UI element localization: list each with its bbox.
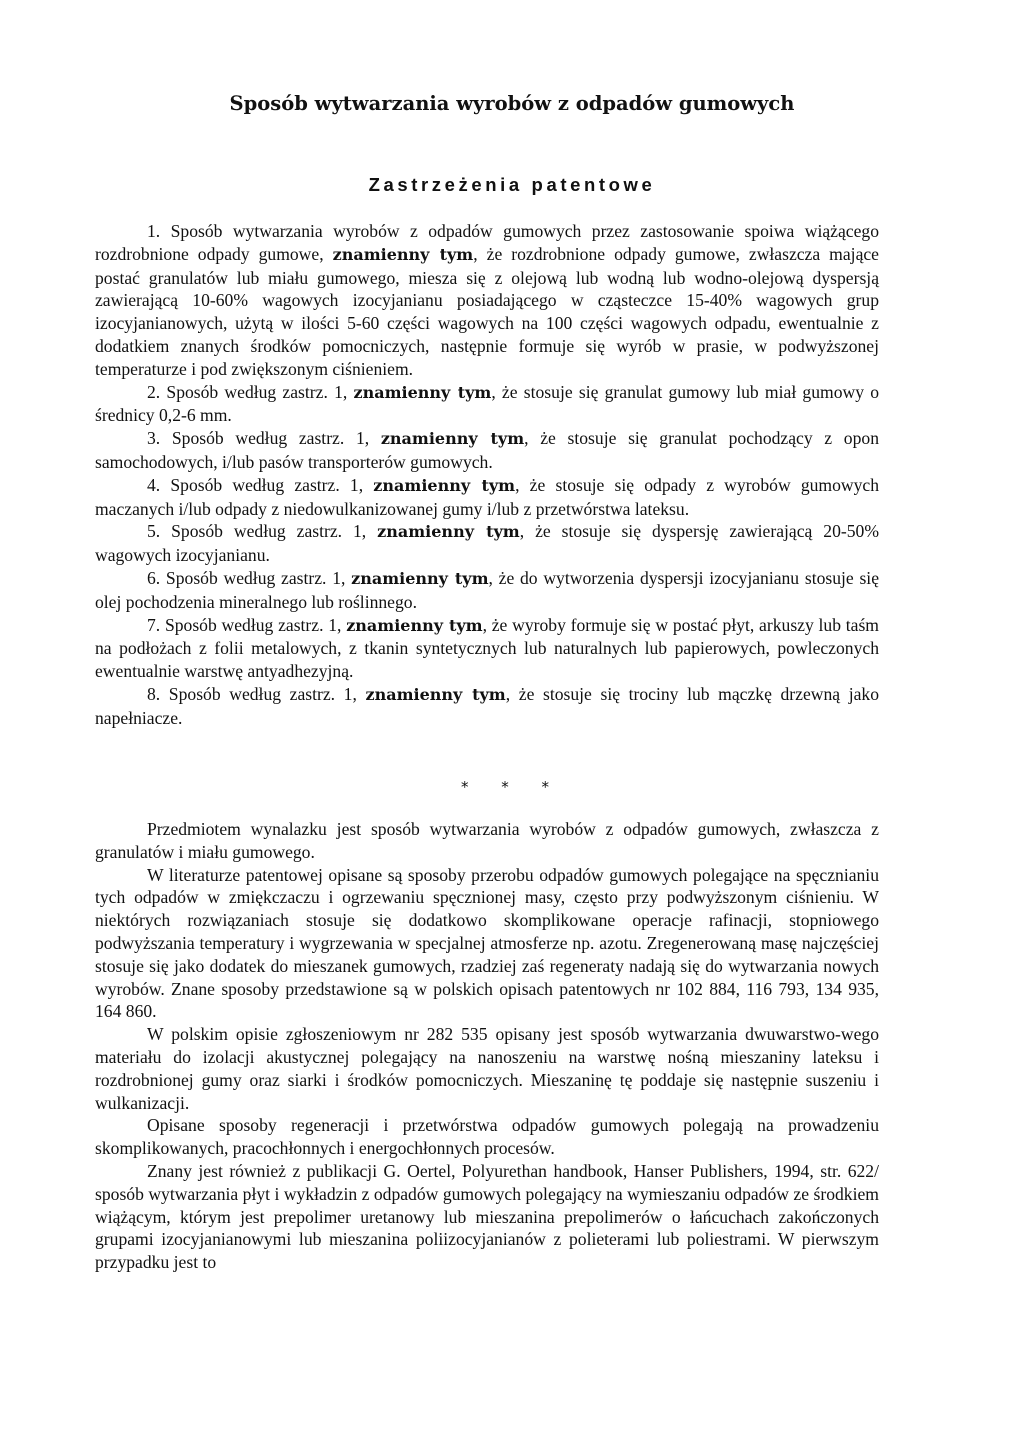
claim-text: 7. Sposób według zastrz. 1, <box>147 614 347 635</box>
claim-8 <box>95 683 879 730</box>
claim-emphasis: znamienny tym <box>365 684 506 704</box>
description-paragraph: W polskim opisie zgłoszeniowym nr 282 535 opisany jest sposób wytwarzania dwuwarstwo-wego materiału do izolacji akustycznej polegający na nanoszeniu na warstwę nośną mieszaniny lateksu i rozdrobnionej gumy oraz siarki i środków pomocniczych. Mieszaninę tę poddaje się następnie suszeniu i wulkanizacji. <box>95 1024 879 1113</box>
claim-text: , że rozdrobnione odpady gumowe, zwłaszcza mające postać granulatów lub miału gumowego, miesza się z olejową lub wodną lub wodno-olejową dyspersją zawierającą 10-60% wagowych izocyjanianu posiadającego w cząsteczce 15-40% wagowych grup izocyjanianowych, użytą w ilości 5-60 części wagowych na 100 części wagowych odpadu, ewentualnie z dodatkiem znanych środków pomocniczych, następnie formuje się wyrób w prasie, w podwyższonej temperaturze i pod zwiększonym ciśnieniem. <box>95 243 879 379</box>
claim-emphasis: znamienny tym <box>373 475 516 495</box>
claim-7 <box>95 614 879 683</box>
claim-text: 6. Sposób według zastrz. 1, <box>147 567 352 588</box>
document-title: Sposób wytwarzania wyrobów z odpadów gumowych <box>229 92 795 115</box>
claim-text: , że stosuje się odpady z wyrobów gumowych maczanych i/lub odpady z niedowulkanizowanej gumy i/lub z przetwórstwa lateksu. <box>95 474 880 519</box>
description-paragraph: Opisane sposoby regeneracji i przetwórstwa odpadów gumowych polegają na prowadzeniu skomplikowanych, pracochłonnych i energochłonnych procesów. <box>95 1115 879 1159</box>
claim-text: , że stosuje się granulat gumowy lub miał gumowy o średnicy 0,2-6 mm. <box>95 381 879 426</box>
claim-text: 3. Sposób według zastrz. 1, <box>147 428 381 449</box>
claim-3 <box>95 427 879 474</box>
claim-4 <box>95 474 879 521</box>
claim-emphasis: znamienny tym <box>346 615 483 635</box>
claim-emphasis: znamienny tym <box>351 568 489 588</box>
claim-1 <box>95 220 879 381</box>
claim-text: , że wyroby formuje się w postać płyt, arkuszy lub taśm na podłożach z folii metalowych, z tkanin syntetycznych lub naturalnych lub papierowych, powleczonych ewentualnie warstwę antyadhezyjną. <box>95 614 879 682</box>
claim-5 <box>95 520 879 567</box>
claim-text: 1. Sposób wytwarzania wyrobów z odpadów gumowych przez zastosowanie spoiwa wiążącego rozdrobnione odpady gumowe, <box>95 221 879 264</box>
claim-text: , że stosuje się trociny lub mączkę drzewną jako napełniacze. <box>95 683 880 728</box>
claims-heading: Zastrzeżenia patentowe <box>368 174 656 195</box>
claim-text: 5. Sposób według zastrz. 1, <box>147 521 378 542</box>
description-paragraph: Znany jest również z publikacji G. Oertel, Polyurethan handbook, Hanser Publishers, 1994, str. 622/ sposób wytwarzania płyt i wykładzin z odpadów gumowych polegający na wymieszaniu odpadów ze środkiem wiążącym, którym jest prepolimer uretanowy lub mieszanina prepolimerów o łańcuchach zakończonych grupami izocyjanianowymi lub mieszanina poliizocyjanianów z polieterami lub poliestrami. W pierwszym przypadku jest to <box>95 1160 879 1273</box>
description-body <box>95 818 879 1274</box>
claim-emphasis: znamienny tym <box>332 244 474 264</box>
section-separator: * * * <box>460 778 564 796</box>
claim-2 <box>95 381 879 428</box>
claim-text: , że do wytworzenia dyspersji izocyjanianu stosuje się olej pochodzenia mineralnego lub roślinnego. <box>95 567 880 612</box>
claim-6 <box>95 567 879 614</box>
claim-text: , że stosuje się dyspersję zawierającą 20-50% wagowych izocyjanianu. <box>95 521 879 566</box>
claim-text: , że stosuje się granulat pochodzący z opon samochodowych, i/lub pasów transporterów gumowych. <box>95 428 879 472</box>
claim-emphasis: znamienny tym <box>353 382 492 402</box>
description-paragraph: Przedmiotem wynalazku jest sposób wytwarzania wyrobów z odpadów gumowych, zwłaszcza z granulatów i miału gumowego. <box>95 819 879 862</box>
claim-emphasis: znamienny tym <box>380 429 525 449</box>
claims-list <box>95 220 879 730</box>
description-paragraph: W literaturze patentowej opisane są sposoby przerobu odpadów gumowych polegające na spęcznianiu tych odpadów w zmiękczaczu i ogrzewaniu spęcznionej masy, często przy podwyższonym ciśnieniu. W niektórych rozwiązaniach stosuje się dodatkowo skomplikowane operacje rafinacji, stopniowego podwyższania temperatury i wygrzewania w specjalnej atmosferze np. azotu. Zregenerowaną masę najczęściej stosuje się jako dodatek do mieszanek gumowych, rzadziej zaś regeneraty nadają się do wytwarzania nowych wyrobów. Znane sposoby przedstawione są w polskich opisach patentowych nr 102 884, 116 793, 134 935, 164 860. <box>95 864 879 1022</box>
claim-emphasis: znamienny tym <box>377 522 520 542</box>
claim-text: 4. Sposób według zastrz. 1, <box>147 474 374 495</box>
claim-text: 2. Sposób według zastrz. 1, <box>147 381 354 402</box>
claim-text: 8. Sposób według zastrz. 1, <box>147 683 366 704</box>
